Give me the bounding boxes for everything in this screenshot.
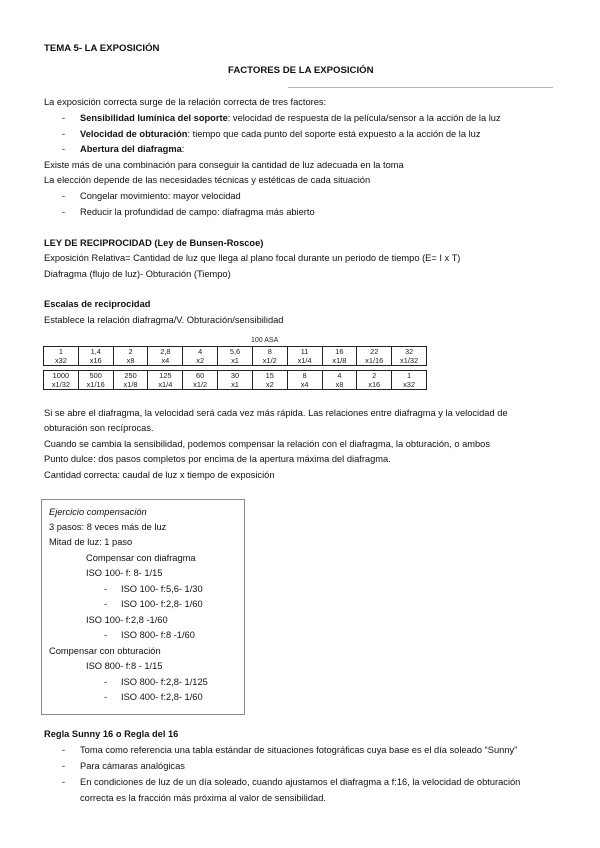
title-divider [288,87,553,88]
exercise-line: ISO 100- f:2,8- 1/60 [121,599,203,609]
doc-heading: TEMA 5- LA EXPOSICIÓN [44,43,160,54]
text-line: Punto dulce: dos pasos completos por encima de la apertura máxima del diafragma. [44,454,391,464]
table-cell: 125 [148,371,183,381]
bullet-dash: - [62,191,66,201]
exercise-line: ISO 100- f:2,8 -1/60 [86,615,168,625]
table-cell: 1000 [44,371,79,381]
exercise-line: Mitad de luz: 1 paso [49,537,133,547]
table-cell: 500 [78,371,113,381]
table-cell: x16 [357,380,392,390]
bullet-dash: - [62,745,66,755]
table-cell: 60 [183,371,218,381]
table-cell: 2 [113,347,148,357]
bullet-dash: - [104,677,108,687]
table-cell: x1/16 [78,380,113,390]
choice-item: Congelar movimiento: mayor velocidad [80,191,241,201]
table-cell: x1/8 [322,356,357,366]
table-cell: 250 [113,371,148,381]
exercise-line: ISO 800- f:8 -1/60 [121,630,195,640]
bullet-dash: - [62,129,66,139]
exercise-line: ISO 800- f:8 - 1/15 [86,661,163,671]
text-line: Diafragma (flujo de luz)- Obturación (Tiempo) [44,269,231,279]
table-cell: 2,8 [148,347,183,357]
table-cell: x1/8 [113,380,148,390]
exercise-line: ISO 400- f:2,8- 1/60 [121,692,203,702]
table-cell: x1/4 [148,380,183,390]
table-cell: x1/16 [357,356,392,366]
table-cell: x1 [218,356,253,366]
exercise-title: Ejercicio compensación [49,507,147,517]
bullet-dash: - [62,777,66,787]
bullet-dash: - [104,584,108,594]
table-cell: 2 [357,371,392,381]
table-row [44,380,427,390]
sunny-item: Toma como referencia una tabla estándar de situaciones fotográficas cuya base es el día soleado “Sunny” [80,745,518,755]
bullet-dash: - [104,630,108,640]
text-line: Establece la relación diafragma/V. Obturación/sensibilidad [44,315,284,325]
table-cell: x1/2 [183,380,218,390]
bullet-dash: - [104,692,108,702]
table-header: 100 ASA [251,337,279,344]
intro-line: La exposición correcta surge de la relación correcta de tres factores: [44,97,327,107]
table-cell: 1 [392,371,427,381]
table-cell: x1/32 [392,356,427,366]
table-cell: x2 [252,380,287,390]
factor-item: Velocidad de obturación: tiempo que cada punto del soporte está expuesto a la acción de la luz [80,129,481,139]
table-cell: 5,6 [218,347,253,357]
table-cell: 1,4 [78,347,113,357]
table-cell: x4 [287,380,322,390]
text-line: Existe más de una combinación para conseguir la cantidad de luz adecuada en la toma [44,160,404,170]
table-cell: x2 [183,356,218,366]
table-cell: x8 [113,356,148,366]
text-line: Exposición Relativa= Cantidad de luz que llega al plano focal durante un periodo de tiempo (E= I x T) [44,253,461,263]
exercise-line: ISO 100- f:5,6- 1/30 [121,584,203,594]
bullet-dash: - [104,599,108,609]
bullet-dash: - [62,144,66,154]
text-line: La elección depende de las necesidades técnicas y estéticas de cada situación [44,175,371,185]
exercise-line: Compensar con obturación [49,646,161,656]
sunny-item: Para cámaras analógicas [80,761,185,771]
factor-item: Sensibilidad lumínica del soporte: velocidad de respuesta de la película/sensor a la acción de la luz [80,113,501,123]
table-cell: x1 [218,380,253,390]
table-cell: 15 [252,371,287,381]
table-cell: 30 [218,371,253,381]
table-cell: 11 [287,347,322,357]
factor-item: Abertura del diafragma: [80,144,185,154]
sunny-item: correcta es la fracción más próxima al valor de sensibilidad. [80,793,326,803]
table-cell: x32 [44,356,79,366]
table-cell: 16 [322,347,357,357]
table-cell: x1/32 [44,380,79,390]
sunny-item: En condiciones de luz de un día soleado, cuando ajustamos el diafragma a f:16, la velocidad de obturación [80,777,521,787]
exercise-line: 3 pasos: 8 veces más de luz [49,522,167,532]
table-cell: x32 [392,380,427,390]
table-cell: x1/2 [252,356,287,366]
table-row [44,347,427,357]
exercise-line: ISO 800- f:2,8- 1/125 [121,677,208,687]
table-cell: 4 [183,347,218,357]
exercise-line: ISO 100- f: 8- 1/15 [86,568,163,578]
table-cell: x8 [322,380,357,390]
table-cell: 8 [287,371,322,381]
table-cell: 32 [392,347,427,357]
table-cell: 1 [44,347,79,357]
ley-title: LEY DE RECIPROCIDAD (Ley de Bunsen-Roscoe) [44,238,264,248]
section-title: FACTORES DE LA EXPOSICIÓN [228,65,374,76]
bullet-dash: - [62,207,66,217]
escalas-title: Escalas de reciprocidad [44,299,151,309]
choice-item: Reducir la profundidad de campo: diafragma más abierto [80,207,315,217]
text-line: obturación son recíprocas. [44,423,154,433]
table-cell: x1/4 [287,356,322,366]
table-cell: 22 [357,347,392,357]
table-row [44,371,427,381]
text-line: Cuando se cambia la sensibilidad, podemos compensar la relación con el diafragma, la obturación, o ambos [44,439,490,449]
table-row [44,356,427,366]
text-line: Si se abre el diafragma, la velocidad será cada vez más rápida. Las relaciones entre diafragma y la velocidad de [44,408,508,418]
sunny-title: Regla Sunny 16 o Regla del 16 [44,729,179,739]
text-line: Cantidad correcta: caudal de luz x tiempo de exposición [44,470,275,480]
bullet-dash: - [62,761,66,771]
bullet-dash: - [62,113,66,123]
reciprocity-table [43,337,427,390]
exercise-line: Compensar con diafragma [86,553,196,563]
table-cell: 4 [322,371,357,381]
table-cell: x4 [148,356,183,366]
table-cell: 8 [252,347,287,357]
table-cell: x16 [78,356,113,366]
